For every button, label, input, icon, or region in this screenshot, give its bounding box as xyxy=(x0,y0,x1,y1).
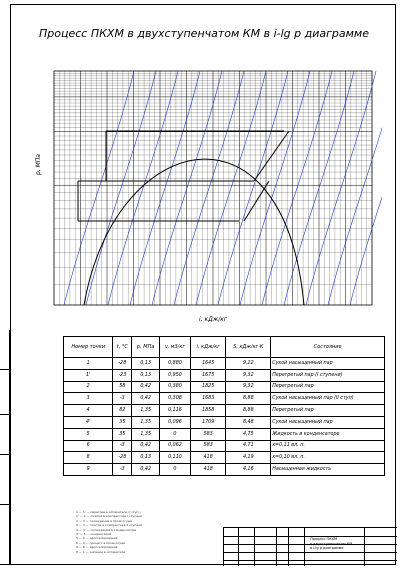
table-cell: -28 xyxy=(113,452,132,464)
table-row xyxy=(64,428,385,440)
table-cell: 0,062 xyxy=(159,440,190,452)
table-cell: 0,13 xyxy=(132,369,160,381)
side-stamp-strip xyxy=(0,330,10,565)
stamp-line-2: в двухступенчатом КМ xyxy=(310,541,353,546)
table-cell: 4,19 xyxy=(226,452,271,464)
note-line: 1 — 1' — перегрев в испарителе (I ступ.) xyxy=(76,510,141,514)
table-body xyxy=(64,358,385,476)
table-cell: 4,16 xyxy=(226,464,271,476)
table-cell: Сухой насыщенный пар xyxy=(271,358,385,370)
table-cell: 0,13 xyxy=(132,452,160,464)
table-cell: 0,42 xyxy=(132,440,160,452)
table-cell: 0,13 xyxy=(132,358,160,370)
table-cell: -3 xyxy=(113,440,132,452)
table-row xyxy=(64,440,385,452)
table-cell: 583 xyxy=(190,428,225,440)
table-cell: 583 xyxy=(190,440,225,452)
table-header-cell: S, кДж/кг·К xyxy=(226,337,271,358)
table-header-cell: t, °C xyxy=(113,337,132,358)
table-cell: 0,880 xyxy=(159,358,190,370)
table-cell: Сухой насыщенный пар (II ступ) xyxy=(271,393,385,405)
table-cell: 418 xyxy=(190,464,225,476)
table-cell: 9,32 xyxy=(226,369,271,381)
table-header-cell: p, МПа xyxy=(132,337,160,358)
state-points-table xyxy=(63,336,385,476)
table-cell: 4,71 xyxy=(226,440,271,452)
table-cell: x=0,11 вл. п. xyxy=(271,440,385,452)
table-cell: 2 xyxy=(64,381,113,393)
table-header-cell: Номер точки xyxy=(64,337,113,358)
table-cell: 0,42 xyxy=(132,381,160,393)
table-cell: 9 xyxy=(64,464,113,476)
table-cell: Перегретый пар (I ступени) xyxy=(271,369,385,381)
note-line: 1' — 2 — сжатие в компрессоре I ступени xyxy=(76,514,143,519)
table-cell: 0,42 xyxy=(132,464,160,476)
table-cell: 1858 xyxy=(190,405,225,417)
table-cell: 0,096 xyxy=(159,416,190,428)
table-cell: 0,42 xyxy=(132,393,160,405)
table-cell: Насыщенная жидкость xyxy=(271,464,385,476)
table-cell: 8,88 xyxy=(226,405,271,417)
y-axis-label: p, МПа xyxy=(35,154,42,175)
table-cell: 1825 xyxy=(190,381,225,393)
table-cell: 1,35 xyxy=(132,405,160,417)
table-cell: 1 xyxy=(64,358,113,370)
table-cell: 0 xyxy=(159,428,190,440)
table-cell: Сухой насыщенный пар xyxy=(271,416,385,428)
note-line: 5 — 6 — дросселирование xyxy=(76,536,118,541)
table-row xyxy=(64,381,385,393)
diagram-grid xyxy=(54,71,372,305)
title-block xyxy=(223,527,397,566)
table-header-cell: v, м3/кг xyxy=(159,337,190,358)
table-row xyxy=(64,369,385,381)
table-cell: 0,308 xyxy=(159,393,190,405)
table-cell: 0 xyxy=(159,464,190,476)
table-row xyxy=(64,358,385,370)
note-line: 9 — 8 — дросселирование xyxy=(76,545,118,550)
table-header-row xyxy=(64,337,385,358)
note-line: 6 — 9 — процесс в промсосуде xyxy=(76,540,125,545)
table-header-cell: i, кДж/кг xyxy=(190,337,225,358)
table-cell: 1675 xyxy=(190,369,225,381)
table-cell: 9,32 xyxy=(226,381,271,393)
table-cell: 1,35 xyxy=(132,428,160,440)
note-line: 3 — 4 — сжатие в компрессоре II ступени xyxy=(76,523,143,528)
table-row xyxy=(64,393,385,405)
note-line: 2 — 3 — охлаждение в промсосуде xyxy=(76,518,132,523)
note-line: 4 — 4' — охлаждение в конденсаторе xyxy=(76,527,137,532)
table-cell: Перегретый пар xyxy=(271,405,385,417)
table-cell: 1683 xyxy=(190,393,225,405)
table-cell: 8 xyxy=(64,452,113,464)
table-cell: 0,380 xyxy=(159,381,190,393)
stamp-line-1: Процесс ПКХМ xyxy=(310,537,338,541)
table-cell: -23 xyxy=(113,369,132,381)
table-cell: 1' xyxy=(64,369,113,381)
table-cell: 8,88 xyxy=(226,393,271,405)
i-lgp-diagram xyxy=(26,67,382,317)
table-cell: Жидкость в конденсаторе xyxy=(271,428,385,440)
table-cell: Перегретый пар xyxy=(271,381,385,393)
table-cell: 6 xyxy=(64,440,113,452)
table-row xyxy=(64,452,385,464)
table-cell: 35 xyxy=(113,428,132,440)
x-axis-label: i, кДж/кг xyxy=(199,316,227,323)
table-cell: 418 xyxy=(190,452,225,464)
page-title: Процесс ПКХМ в двухступенчатом КМ в i-lg p диаграмме xyxy=(39,27,369,40)
table-cell: 1645 xyxy=(190,358,225,370)
table-cell: 3 xyxy=(64,393,113,405)
table-cell: 8,48 xyxy=(226,416,271,428)
note-line: 8 — 1 — кипение в испарителе xyxy=(76,549,126,554)
table-cell: 35 xyxy=(113,416,132,428)
table-cell: -3 xyxy=(113,464,132,476)
table-cell: 58 xyxy=(113,381,132,393)
table-cell: 0,116 xyxy=(159,405,190,417)
table-cell: 0,950 xyxy=(159,369,190,381)
table-cell: -28 xyxy=(113,358,132,370)
table-header-cell: Состояние xyxy=(271,337,385,358)
table-cell: x=0,10 вл. п. xyxy=(271,452,385,464)
table-cell: 1709 xyxy=(190,416,225,428)
table-cell: 0,110 xyxy=(159,452,190,464)
table-row xyxy=(64,416,385,428)
table-cell: 4,75 xyxy=(226,428,271,440)
table-cell: 1,35 xyxy=(132,416,160,428)
table-cell: 4 xyxy=(64,405,113,417)
table-cell: 9,22 xyxy=(226,358,271,370)
drawing-sheet xyxy=(10,4,396,565)
stamp-line-3: в i-lg p диаграмме xyxy=(310,546,344,550)
table-cell: 82 xyxy=(113,405,132,417)
table-row xyxy=(64,405,385,417)
table-cell: 4' xyxy=(64,416,113,428)
table-row xyxy=(64,464,385,476)
table-cell: 5 xyxy=(64,428,113,440)
note-line: 4' — 5 — конденсация xyxy=(76,532,112,537)
table-cell: -3 xyxy=(113,393,132,405)
